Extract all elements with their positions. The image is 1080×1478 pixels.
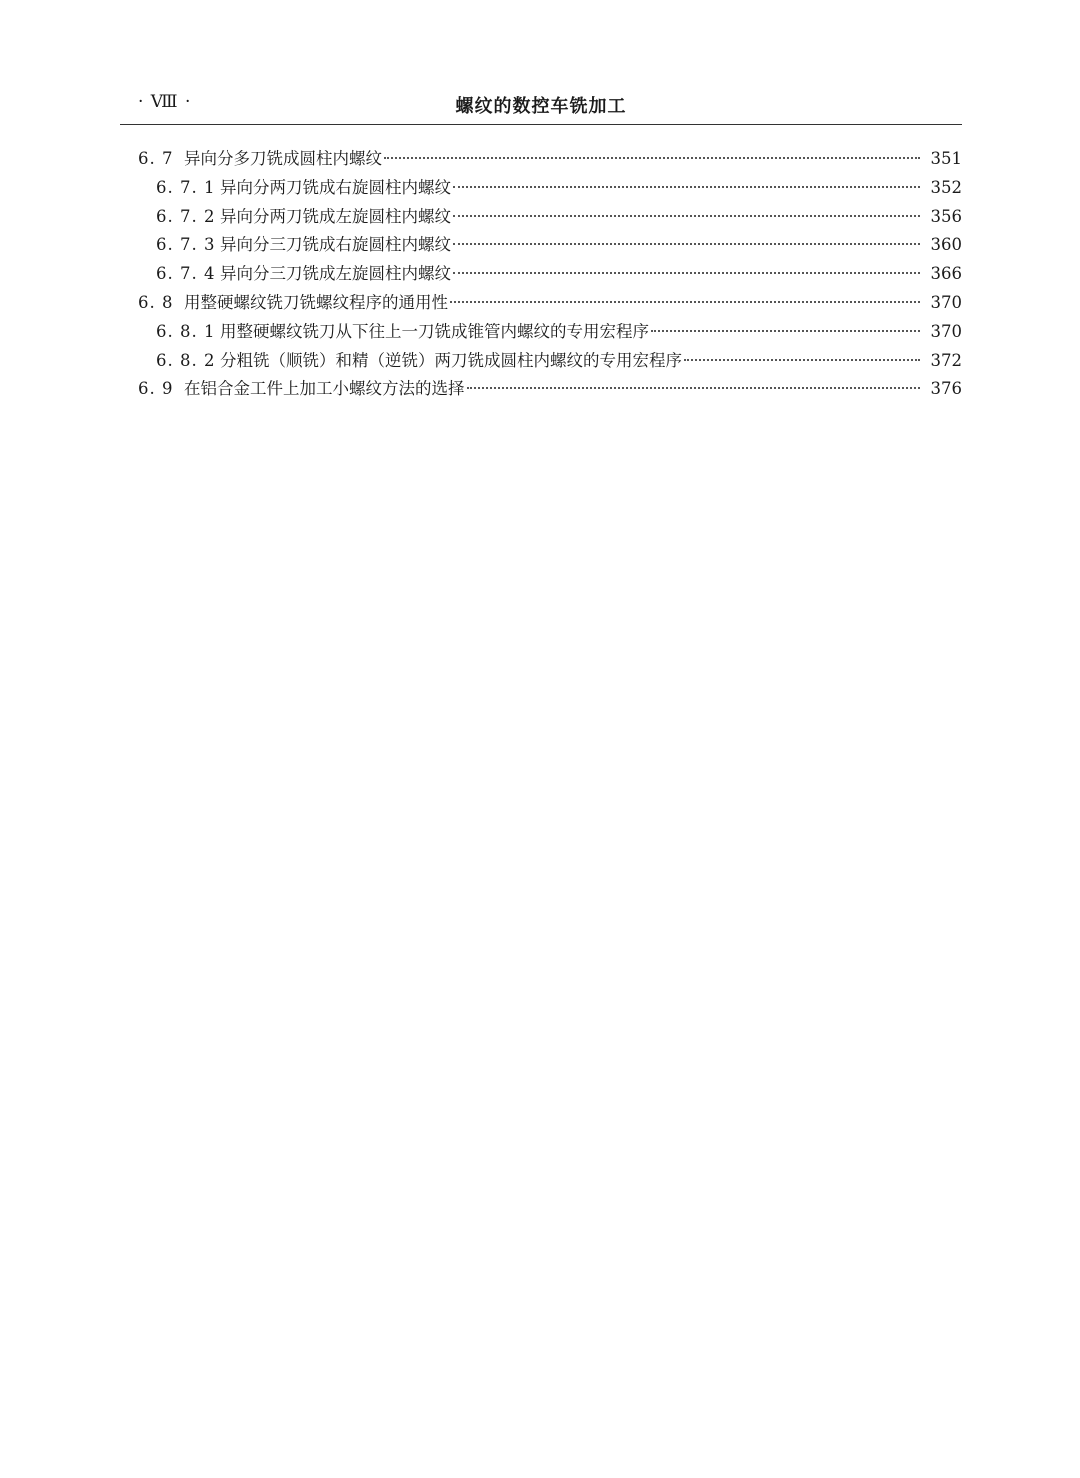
dot-leader [453,186,920,188]
toc-entry-number: 6. 7. 1 [156,177,216,197]
toc-entry[interactable] [120,347,962,376]
toc-entry-title: 用整硬螺纹铣刀从下往上一刀铣成锥管内螺纹的专用宏程序 [220,321,649,341]
toc-entry-title: 分粗铣（顺铣）和精（逆铣）两刀铣成圆柱内螺纹的专用宏程序 [220,350,682,370]
toc-entry-page: 370 [930,292,962,312]
page-header [120,88,962,125]
toc-entry[interactable] [120,231,962,260]
toc-entry[interactable] [120,375,962,404]
toc-entry-number: 6. 7 [138,149,174,168]
toc-entry[interactable] [120,174,962,203]
toc-entry-number: 6. 8 [138,292,174,312]
toc-entry-title: 异向分三刀铣成右旋圆柱内螺纹 [220,235,451,255]
dot-leader [453,243,920,245]
toc-entry-page: 351 [930,149,962,168]
toc-entry-number: 6. 9 [138,379,174,399]
toc-entry-number: 6. 7. 4 [156,264,216,284]
toc-entry-number: 6. 7. 3 [156,235,216,255]
toc-entry-page: 370 [930,321,962,341]
toc-entry-page: 352 [930,177,962,197]
dot-leader [453,272,920,274]
toc-entry-title: 异向分两刀铣成左旋圆柱内螺纹 [220,206,451,226]
dot-leader [651,330,920,332]
page-number: · Ⅷ · [138,92,192,112]
toc-entry-title: 异向分三刀铣成左旋圆柱内螺纹 [220,264,451,284]
toc-entry[interactable] [120,260,962,289]
toc-entry-page: 366 [930,264,962,284]
toc-entry[interactable] [120,203,962,232]
dot-leader [384,157,920,159]
toc-entry[interactable] [120,145,962,174]
toc-entry-page: 372 [930,350,962,370]
toc-entry-number: 6. 7. 2 [156,206,216,226]
dot-leader [467,387,921,389]
toc-entry-title: 异向分多刀铣成圆柱内螺纹 [184,149,382,168]
dot-leader [684,359,920,361]
toc-entry-title: 用整硬螺纹铣刀铣螺纹程序的通用性 [184,292,448,312]
dot-leader [450,301,920,303]
toc-entry-page: 356 [930,206,962,226]
toc-entry[interactable] [120,289,962,318]
toc-entry-title: 在铝合金工件上加工小螺纹方法的选择 [184,379,465,399]
book-title: 螺纹的数控车铣加工 [455,96,627,117]
toc-entry[interactable] [120,318,962,347]
toc-entry-number: 6. 8. 1 [156,321,216,341]
toc-entry-number: 6. 8. 2 [156,350,216,370]
toc-entry-page: 360 [930,235,962,255]
table-of-contents [120,145,962,404]
dot-leader [453,215,920,217]
toc-entry-page: 376 [930,379,962,399]
toc-entry-title: 异向分两刀铣成右旋圆柱内螺纹 [220,177,451,197]
